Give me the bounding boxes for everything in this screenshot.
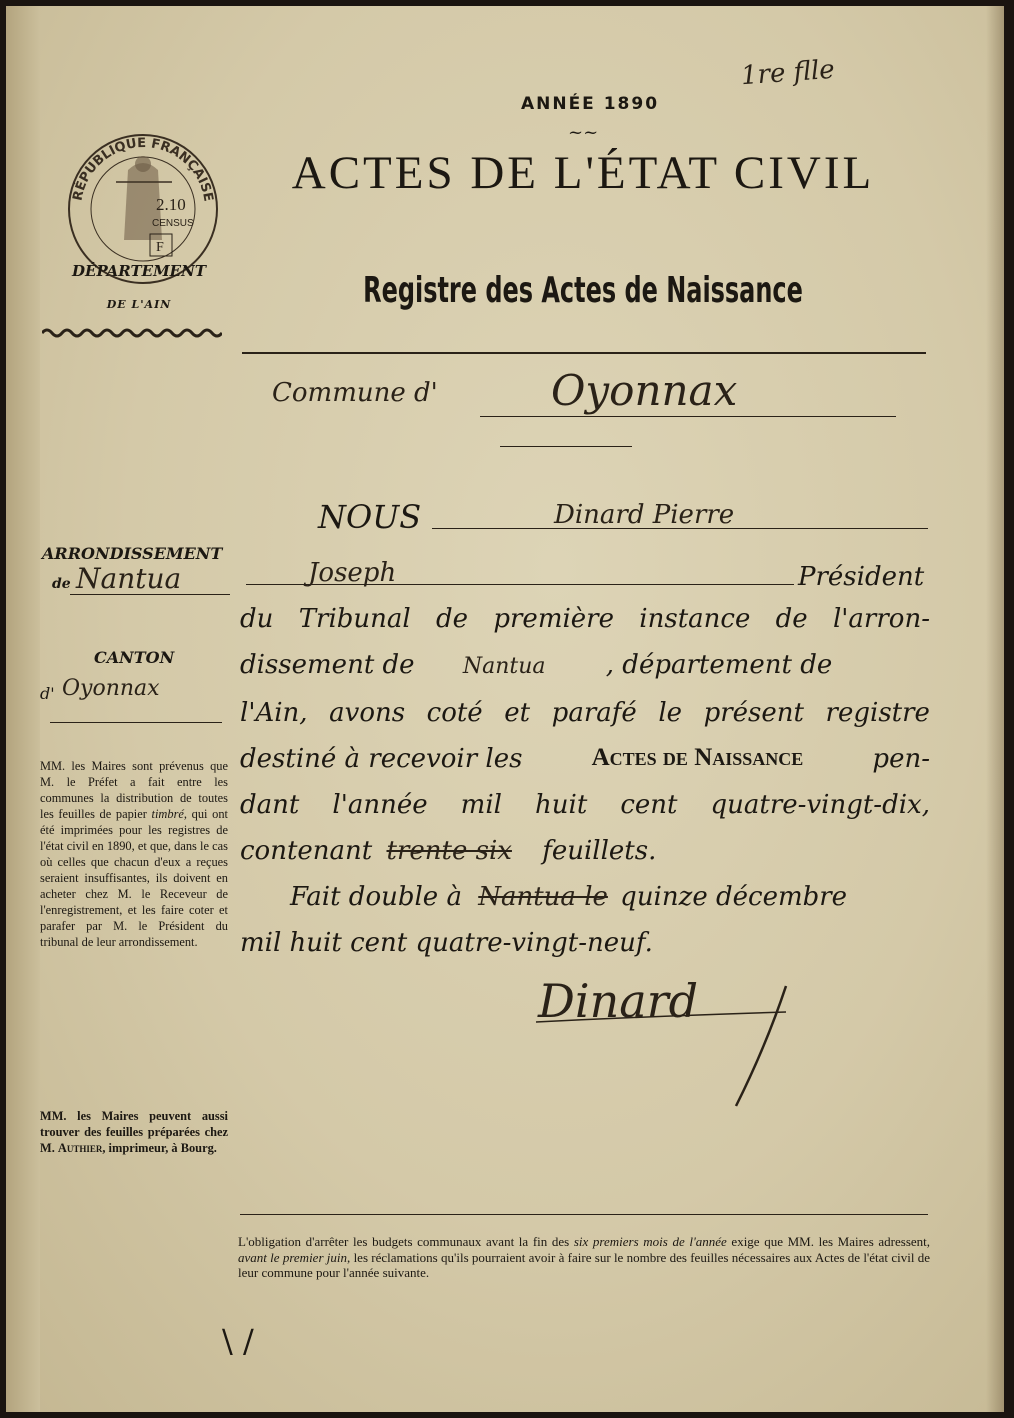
footer-part-4: avant le premier juin [238,1249,348,1265]
body-line-9: mil huit cent quatre-vingt-neuf. [240,928,653,958]
acts-caps: Actes de Naissance [591,744,804,771]
word: première [493,604,614,634]
side-note2-part-3: , imprimeur, à Bourg. [102,1141,217,1155]
word: l'Ain, [240,698,308,728]
word: Tribunal [298,604,411,634]
arrondissement-underline [70,594,230,595]
word: de [436,604,469,634]
footer-part-2: six premiers mois de l'année [573,1234,727,1249]
body-line-8 [290,882,847,912]
body-line-7 [240,836,656,866]
seal-ring-text: RÉPUBLIQUE FRANÇAISE [70,135,216,203]
text-part: Fait double à [290,882,462,912]
side-note-part-1: MM. les Maires sont prévenus que M. le Préfet a fait entre les communes la distribution de toutes les feuilles de papier [40,759,228,821]
word: quatre-vingt-dix, [710,790,930,820]
canton-underline [50,722,222,723]
nous-label: NOUS [318,498,422,536]
body-line-2 [240,604,930,634]
signature: Dinard [538,974,699,1028]
word: coté [426,698,483,728]
body-line-6 [240,790,930,820]
word: cent [620,790,678,820]
word: mil [460,790,502,820]
nous-underline [432,528,928,529]
first-name-underline [246,584,794,585]
department-name: DE L'AIN [106,298,172,311]
side-note2-part-2: Authier [57,1141,103,1155]
text-part: contenant [240,836,373,866]
ink-mark: \ / [222,1322,254,1360]
page-title: ACTES DE L'ÉTAT CIVIL [291,147,875,199]
year-heading: ANNÉE 1890 [520,94,660,114]
footer-part-5: , les réclamations qu'ils pourraient avoir à faire sur le nombre des feuilles nécessaires aux Actes de l'état civil de leur commune pour l'année suivante. [238,1249,930,1280]
word: et [504,698,531,728]
seal-value: 2.10 [156,195,186,214]
word: huit [535,790,588,820]
commune-label: Commune d' [272,378,438,408]
footer-part-3: exige que MM. les Maires adressent, [726,1234,931,1249]
side-note-part-2: timbré [151,807,184,821]
nous-value: Dinard Pierre [554,500,735,530]
body-line-5 [240,744,930,774]
canton-label: CANTON [94,648,175,667]
sheet-count-value: trente six [386,836,512,866]
commune-underline [480,416,896,417]
commune-value: Oyonnax [551,366,738,415]
first-name-value: Joseph [308,558,397,588]
text-part: , département de [605,650,833,680]
binding-edge [6,6,40,1412]
text-part: destiné à recevoir les [240,744,523,774]
side-note-mayors [40,758,228,950]
department-label: DÉPARTEMENT [72,262,206,280]
ornament-wave [42,326,222,340]
text-part: quinze décembre [620,882,848,912]
register-subtitle: Registre des Actes de Naissance [363,270,803,311]
side-note-printer [40,1108,228,1156]
footer-rule [240,1214,928,1215]
word: présent [703,698,804,728]
canton-d: d' [40,684,55,703]
side-note2-part-1: MM. les Maires peuvent aussi trouver des feuilles préparées chez M. [40,1109,228,1155]
register-page [6,6,1004,1412]
word: l'arron- [832,604,930,634]
word: l'année [332,790,428,820]
side-note-part-3: , qui ont été imprimées pour les registres de l'état civil en 1890, et que, dans le cas où celles que chacun d'eux a reçues seraient insuffisantes, ils doivent en acheter chez M. le Receveur de l'enregistrement, et les faire coter et parafer par M. le Président du tribunal de leur arrondissement. [40,807,228,949]
arrondissement-value: Nantua [76,562,182,595]
text-part: pen- [872,744,930,774]
body-line-4 [240,698,930,728]
word: avons [329,698,406,728]
page-edge-shadow [986,6,1004,1412]
word: registre [825,698,930,728]
header-rule [242,352,926,354]
ornament-tilde: ~~ [568,122,599,143]
word: dant [240,790,300,820]
president-word: Président [798,562,925,592]
top-handwritten-note: 1re flle [740,54,836,92]
text-part: dissement de [240,650,415,680]
footer-note [238,1234,930,1281]
word: le [658,698,683,728]
seal-mark: F [156,240,164,255]
place-value: Nantua le [478,882,608,912]
arrondissement-inline-value: Nantua [462,654,546,679]
body-line-3 [240,650,832,680]
footer-part-1: L'obligation d'arrêter les budgets communaux avant la fin des [238,1234,574,1249]
signature-flourish [526,974,846,1114]
seal-line2: CENSUS [152,218,194,229]
word: parafé [551,698,637,728]
arrondissement-label: ARRONDISSEMENT [42,544,223,563]
commune-dash [500,446,632,447]
word: instance [639,604,751,634]
canton-value: Oyonnax [62,676,160,701]
arrondissement-de: de [52,576,71,592]
text-part: feuillets. [542,836,657,866]
word: du [240,604,274,634]
word: de [775,604,808,634]
